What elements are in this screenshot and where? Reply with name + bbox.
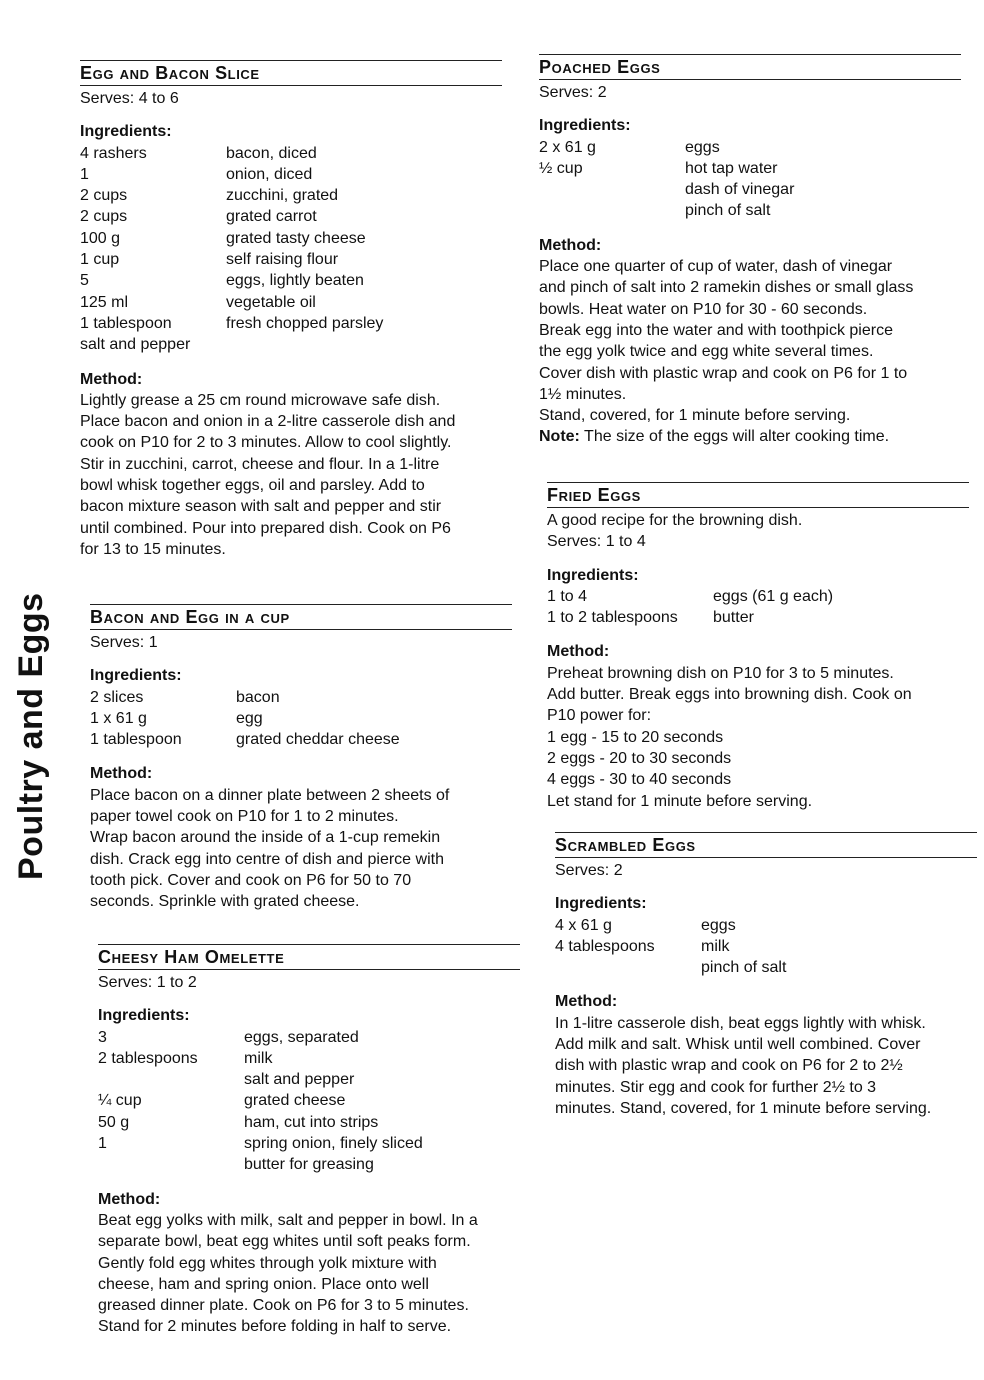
method-line: Wrap bacon around the inside of a 1-cup remekin xyxy=(90,829,441,847)
ingredient-item: spring onion, finely sliced xyxy=(244,1135,423,1153)
ingredients-heading: Ingredients: xyxy=(555,895,647,913)
ingredient-quantity: 1 to 2 tablespoons xyxy=(547,609,678,627)
ingredient-quantity: 1 x 61 g xyxy=(90,709,147,727)
note-label: Note: xyxy=(539,428,580,446)
ingredient-quantity: 2 tablespoons xyxy=(98,1049,198,1067)
ingredients-heading: Ingredients: xyxy=(90,667,182,685)
recipe-title-bar xyxy=(547,482,969,508)
method-line: cook on P10 for 2 to 3 minutes. Allow to cool slightly. xyxy=(80,434,452,452)
recipe-title: Poached Eggs xyxy=(539,56,661,77)
method-line: separate bowl, beat egg whites until soft peaks form. xyxy=(98,1233,471,1251)
ingredient-item: bacon, diced xyxy=(226,144,317,162)
ingredient-row xyxy=(98,1112,520,1133)
ingredient-item: grated tasty cheese xyxy=(226,229,366,247)
ingredient-item: salt and pepper xyxy=(244,1071,355,1089)
ingredient-item: self raising flour xyxy=(226,251,339,269)
ingredient-quantity: 1 xyxy=(98,1135,107,1153)
method-line: bowl whisk together eggs, oil and parsley. Add to xyxy=(80,477,425,495)
title-rule-top xyxy=(555,832,977,833)
ingredient-row xyxy=(539,200,961,221)
method-line: minutes. Stand, covered, for 1 minute before serving. xyxy=(555,1099,932,1117)
method-line: until combined. Pour into prepared dish. Cook on P6 xyxy=(80,519,451,537)
recipe-poached-eggs xyxy=(539,54,961,448)
method-line: Place bacon on a dinner plate between 2 sheets of xyxy=(90,786,450,804)
method-line: P10 power for: xyxy=(547,707,652,725)
serves-text: Serves: 1 to 4 xyxy=(547,533,646,551)
method-line: for 13 to 15 minutes. xyxy=(80,540,226,558)
ingredient-item: onion, diced xyxy=(226,165,313,183)
method-line: 4 eggs - 30 to 40 seconds xyxy=(547,771,732,789)
serves-text: Serves: 2 xyxy=(555,862,623,879)
ingredient-row xyxy=(547,586,969,607)
method-heading: Method: xyxy=(98,1190,161,1208)
note-text: The size of the eggs will alter cooking time. xyxy=(584,428,890,446)
ingredient-quantity: 4 rashers xyxy=(80,144,147,162)
title-rule-top xyxy=(547,482,969,483)
ingredient-row xyxy=(555,957,977,978)
ingredient-item: grated cheddar cheese xyxy=(236,731,400,749)
method-heading: Method: xyxy=(539,236,602,254)
ingredient-quantity: 50 g xyxy=(98,1113,130,1131)
ingredients-heading: Ingredients: xyxy=(539,117,631,135)
ingredient-item: grated carrot xyxy=(226,208,317,226)
method-line: Gently fold egg whites through yolk mixture with xyxy=(98,1254,437,1272)
ingredient-row xyxy=(98,1154,520,1175)
method-line: and pinch of salt into 2 ramekin dishes or small glass xyxy=(539,279,914,297)
title-rule-bottom xyxy=(80,85,502,86)
ingredient-row xyxy=(98,1027,520,1048)
recipe-title-bar xyxy=(98,944,520,970)
title-rule-bottom xyxy=(98,969,520,970)
title-rule-bottom xyxy=(90,629,512,630)
method-heading: Method: xyxy=(555,993,618,1011)
ingredient-row xyxy=(98,1069,520,1090)
section-side-title: Poultry and Eggs xyxy=(12,592,50,880)
ingredient-item: milk xyxy=(244,1049,273,1067)
title-rule-top xyxy=(98,944,520,945)
ingredient-row xyxy=(547,607,969,628)
ingredient-quantity xyxy=(555,957,701,978)
ingredient-row xyxy=(80,249,502,270)
method-line: bowls. Heat water on P10 for 30 - 60 seconds. xyxy=(539,300,868,318)
method-line: cheese, ham and spring onion. Place onto well xyxy=(98,1275,429,1293)
ingredients-heading: Ingredients: xyxy=(98,1007,190,1025)
ingredient-row xyxy=(555,936,977,957)
method-line: seconds. Sprinkle with grated cheese. xyxy=(90,893,360,911)
ingredient-row xyxy=(90,708,512,729)
ingredient-quantity: 3 xyxy=(98,1028,107,1046)
ingredient-item: pinch of salt xyxy=(685,202,771,220)
ingredient-quantity: 100 g xyxy=(80,229,121,247)
ingredient-item: egg xyxy=(236,709,263,727)
ingredient-item: vegetable oil xyxy=(226,293,316,311)
ingredient-row xyxy=(80,185,502,206)
recipe-title-bar xyxy=(539,54,961,80)
ingredient-quantity: 125 ml xyxy=(80,293,129,311)
recipe-scrambled-eggs xyxy=(555,832,977,1119)
ingredient-quantity: 1 xyxy=(80,165,89,183)
recipe-cheesy-ham-omelette xyxy=(98,944,520,1338)
ingredient-row xyxy=(539,158,961,179)
method-line: 1 egg - 15 to 20 seconds xyxy=(547,728,724,746)
recipe-title-bar xyxy=(80,60,502,86)
ingredient-row xyxy=(80,334,502,355)
ingredient-row xyxy=(80,143,502,164)
ingredient-item: pinch of salt xyxy=(701,959,787,977)
method-line: bacon mixture season with salt and pepper and stir xyxy=(80,498,442,516)
ingredient-quantity: ½ cup xyxy=(539,159,583,177)
recipe-bacon-and-egg-in-a-cup xyxy=(90,604,512,913)
recipe-title-bar xyxy=(555,832,977,858)
ingredient-row xyxy=(90,687,512,708)
method-line: 2 eggs - 20 to 30 seconds xyxy=(547,749,732,767)
recipe-title: Cheesy Ham Omelette xyxy=(98,946,285,967)
serves-text: Serves: 4 to 6 xyxy=(80,90,179,107)
method-line: Add butter. Break eggs into browning dish. Cook on xyxy=(547,686,912,704)
method-line: Add milk and salt. Whisk until well combined. Cover xyxy=(555,1036,921,1054)
ingredient-quantity: ¼ cup xyxy=(98,1092,142,1110)
ingredients-heading: Ingredients: xyxy=(547,566,639,584)
ingredient-item: butter xyxy=(713,609,754,627)
method-line: dish. Crack egg into centre of dish and pierce with xyxy=(90,850,444,868)
ingredient-quantity xyxy=(98,1154,244,1175)
ingredient-quantity: 5 xyxy=(80,272,89,290)
ingredient-quantity: 4 x 61 g xyxy=(555,916,612,934)
ingredient-row xyxy=(80,292,502,313)
ingredient-row xyxy=(98,1048,520,1069)
recipe-egg-and-bacon-slice xyxy=(80,60,502,560)
title-rule-top xyxy=(90,604,512,605)
ingredient-quantity: salt and pepper xyxy=(80,336,191,354)
ingredient-quantity: 2 x 61 g xyxy=(539,138,596,156)
recipe-title-bar xyxy=(90,604,512,630)
recipe-fried-eggs xyxy=(547,482,969,812)
ingredient-row xyxy=(80,270,502,291)
ingredient-quantity: 4 tablespoons xyxy=(555,937,655,955)
serves-text: Serves: 1 xyxy=(90,634,158,651)
method-line: Beat egg yolks with milk, salt and pepper in bowl. In a xyxy=(98,1211,478,1229)
ingredient-row xyxy=(80,164,502,185)
ingredient-quantity: 1 tablespoon xyxy=(90,731,182,749)
recipe-title: Egg and Bacon Slice xyxy=(80,62,260,83)
ingredient-item: eggs xyxy=(685,138,720,156)
ingredient-quantity xyxy=(539,200,685,221)
method-line: In 1-litre casserole dish, beat eggs lightly with whisk. xyxy=(555,1014,926,1032)
title-rule-bottom xyxy=(547,507,969,508)
ingredient-quantity: 1 tablespoon xyxy=(80,314,172,332)
ingredient-row xyxy=(98,1133,520,1154)
method-line: Place one quarter of cup of water, dash of vinegar xyxy=(539,258,893,276)
method-line: greased dinner plate. Cook on P6 for 3 to 5 minutes. xyxy=(98,1297,469,1315)
ingredient-row xyxy=(539,179,961,200)
recipe-note xyxy=(539,426,961,447)
serves-text: Serves: 1 to 2 xyxy=(98,974,197,991)
recipe-title: Bacon and Egg in a cup xyxy=(90,606,290,627)
title-rule-bottom xyxy=(555,857,977,858)
ingredient-quantity: 2 cups xyxy=(80,187,128,205)
method-line: Stir in zucchini, carrot, cheese and flour. In a 1-litre xyxy=(80,455,440,473)
method-line: Let stand for 1 minute before serving. xyxy=(547,792,813,810)
ingredient-item: bacon xyxy=(236,688,280,706)
ingredient-row xyxy=(80,206,502,227)
ingredient-item: eggs, lightly beaten xyxy=(226,272,364,290)
title-rule-top xyxy=(80,60,502,61)
method-line: Stand for 2 minutes before folding in half to serve. xyxy=(98,1318,452,1336)
recipe-title: Scrambled Eggs xyxy=(555,834,696,855)
method-line: the egg yolk twice and egg white several times. xyxy=(539,343,874,361)
title-rule-bottom xyxy=(539,79,961,80)
method-heading: Method: xyxy=(547,643,610,661)
ingredient-item: ham, cut into strips xyxy=(244,1113,379,1131)
method-line: dish with plastic wrap and cook on P6 for 2 to 2½ xyxy=(555,1057,903,1075)
ingredient-item: eggs xyxy=(701,916,736,934)
ingredient-item: fresh chopped parsley xyxy=(226,314,384,332)
ingredient-item: hot tap water xyxy=(685,159,778,177)
method-line: Preheat browning dish on P10 for 3 to 5 minutes. xyxy=(547,664,894,682)
method-line: Break egg into the water and with toothpick pierce xyxy=(539,321,893,339)
ingredient-item: zucchini, grated xyxy=(226,187,339,205)
method-line: Lightly grease a 25 cm round microwave safe dish. xyxy=(80,391,441,409)
method-line: minutes. Stir egg and cook for further 2½ to 3 xyxy=(555,1078,877,1096)
method-line: paper towel cook on P10 for 1 to 2 minutes. xyxy=(90,808,399,826)
ingredient-row xyxy=(90,729,512,750)
recipe-intro: A good recipe for the browning dish. xyxy=(547,512,803,529)
method-heading: Method: xyxy=(90,765,153,783)
ingredient-quantity: 2 cups xyxy=(80,208,128,226)
ingredient-row xyxy=(539,137,961,158)
ingredient-row xyxy=(80,228,502,249)
method-line: Cover dish with plastic wrap and cook on P6 for 1 to xyxy=(539,364,908,382)
ingredient-quantity: 1 to 4 xyxy=(547,587,588,605)
ingredient-quantity: 1 cup xyxy=(80,251,120,269)
ingredient-item: eggs (61 g each) xyxy=(713,587,834,605)
ingredient-row xyxy=(80,313,502,334)
ingredient-item: grated cheese xyxy=(244,1092,346,1110)
ingredient-item: dash of vinegar xyxy=(685,181,795,199)
method-line: Place bacon and onion in a 2-litre casserole dish and xyxy=(80,413,456,431)
ingredients-heading: Ingredients: xyxy=(80,123,172,141)
ingredient-item: butter for greasing xyxy=(244,1156,374,1174)
ingredient-quantity xyxy=(98,1069,244,1090)
ingredient-row xyxy=(98,1090,520,1111)
ingredient-item: eggs, separated xyxy=(244,1028,359,1046)
ingredient-row xyxy=(555,915,977,936)
ingredient-quantity: 2 slices xyxy=(90,688,144,706)
ingredient-quantity xyxy=(539,179,685,200)
method-heading: Method: xyxy=(80,370,143,388)
ingredient-item: milk xyxy=(701,937,730,955)
serves-text: Serves: 2 xyxy=(539,84,607,101)
method-line: 1½ minutes. xyxy=(539,385,627,403)
title-rule-top xyxy=(539,54,961,55)
method-line: Stand, covered, for 1 minute before serving. xyxy=(539,407,851,425)
recipe-title: Fried Eggs xyxy=(547,484,641,505)
method-line: tooth pick. Cover and cook on P6 for 50 to 70 xyxy=(90,871,412,889)
